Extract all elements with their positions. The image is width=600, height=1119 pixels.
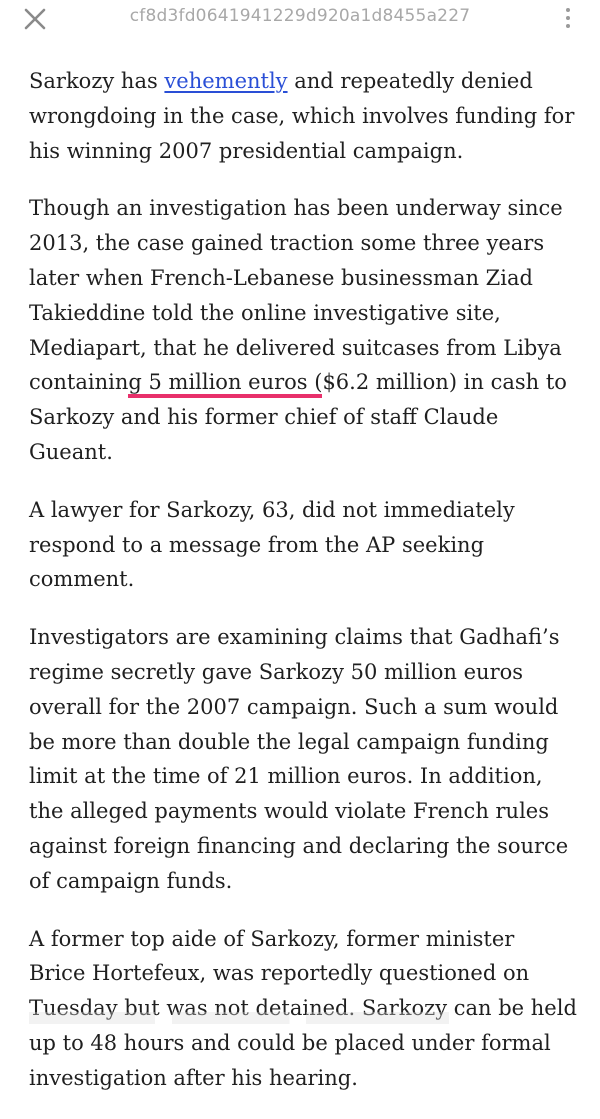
highlighted-text: g 5 million euros ( [128,370,322,398]
paragraph-3: A lawyer for Sarkozy, 63, did not immediately respond to a message from the AP seeking comment. [29,497,515,592]
paragraph-5: A former top aide of Sarkozy, former minister Brice Hortefeux, was reportedly questioned on Tuesday but was not detained. Sarkozy can be held up to 48 hours and could be placed under formal investigation after his hearing. [29,926,577,1090]
page-title: cf8d3fd0641941229d920a1d8455a227 [129,6,471,26]
paragraph-1-end: and repeatedly denied wrongdoing in the case, which involves funding for his winning 2007 presidential campaign. [29,69,575,163]
more-options-button[interactable] [558,8,578,30]
vertical-dots-icon [558,8,578,28]
vehemently-link[interactable]: vehemently [164,69,288,93]
paragraph-1 [29,64,577,168]
paragraph-2-start: Though an investigation has been underway since 2013, the case gained traction some three years later when French-Lebanese businessman Ziad Takieddine told the online investigative site, Mediapart, that he delivered suitcases from Libya containin [29,196,563,395]
paragraph-2-end: $6.2 million) in cash to Sarkozy and his former chief of staff Claude Gueant. [29,370,567,464]
next-paragraph-cutoff [29,1012,449,1024]
paragraph-1-start: Sarkozy has [29,69,165,93]
paragraph-2 [29,191,577,469]
top-bar [0,0,600,38]
paragraph-4: Investigators are examining claims that Gadhafi’s regime secretly gave Sarkozy 50 million euros overall for the 2007 campaign. Such a sum would be more than double the legal campaign funding limit at the time of 21 million euros. In addition, the alleged payments would violate French rules against foreign financing and declaring the source of campaign funds. [29,625,569,893]
article-body [29,64,577,1119]
